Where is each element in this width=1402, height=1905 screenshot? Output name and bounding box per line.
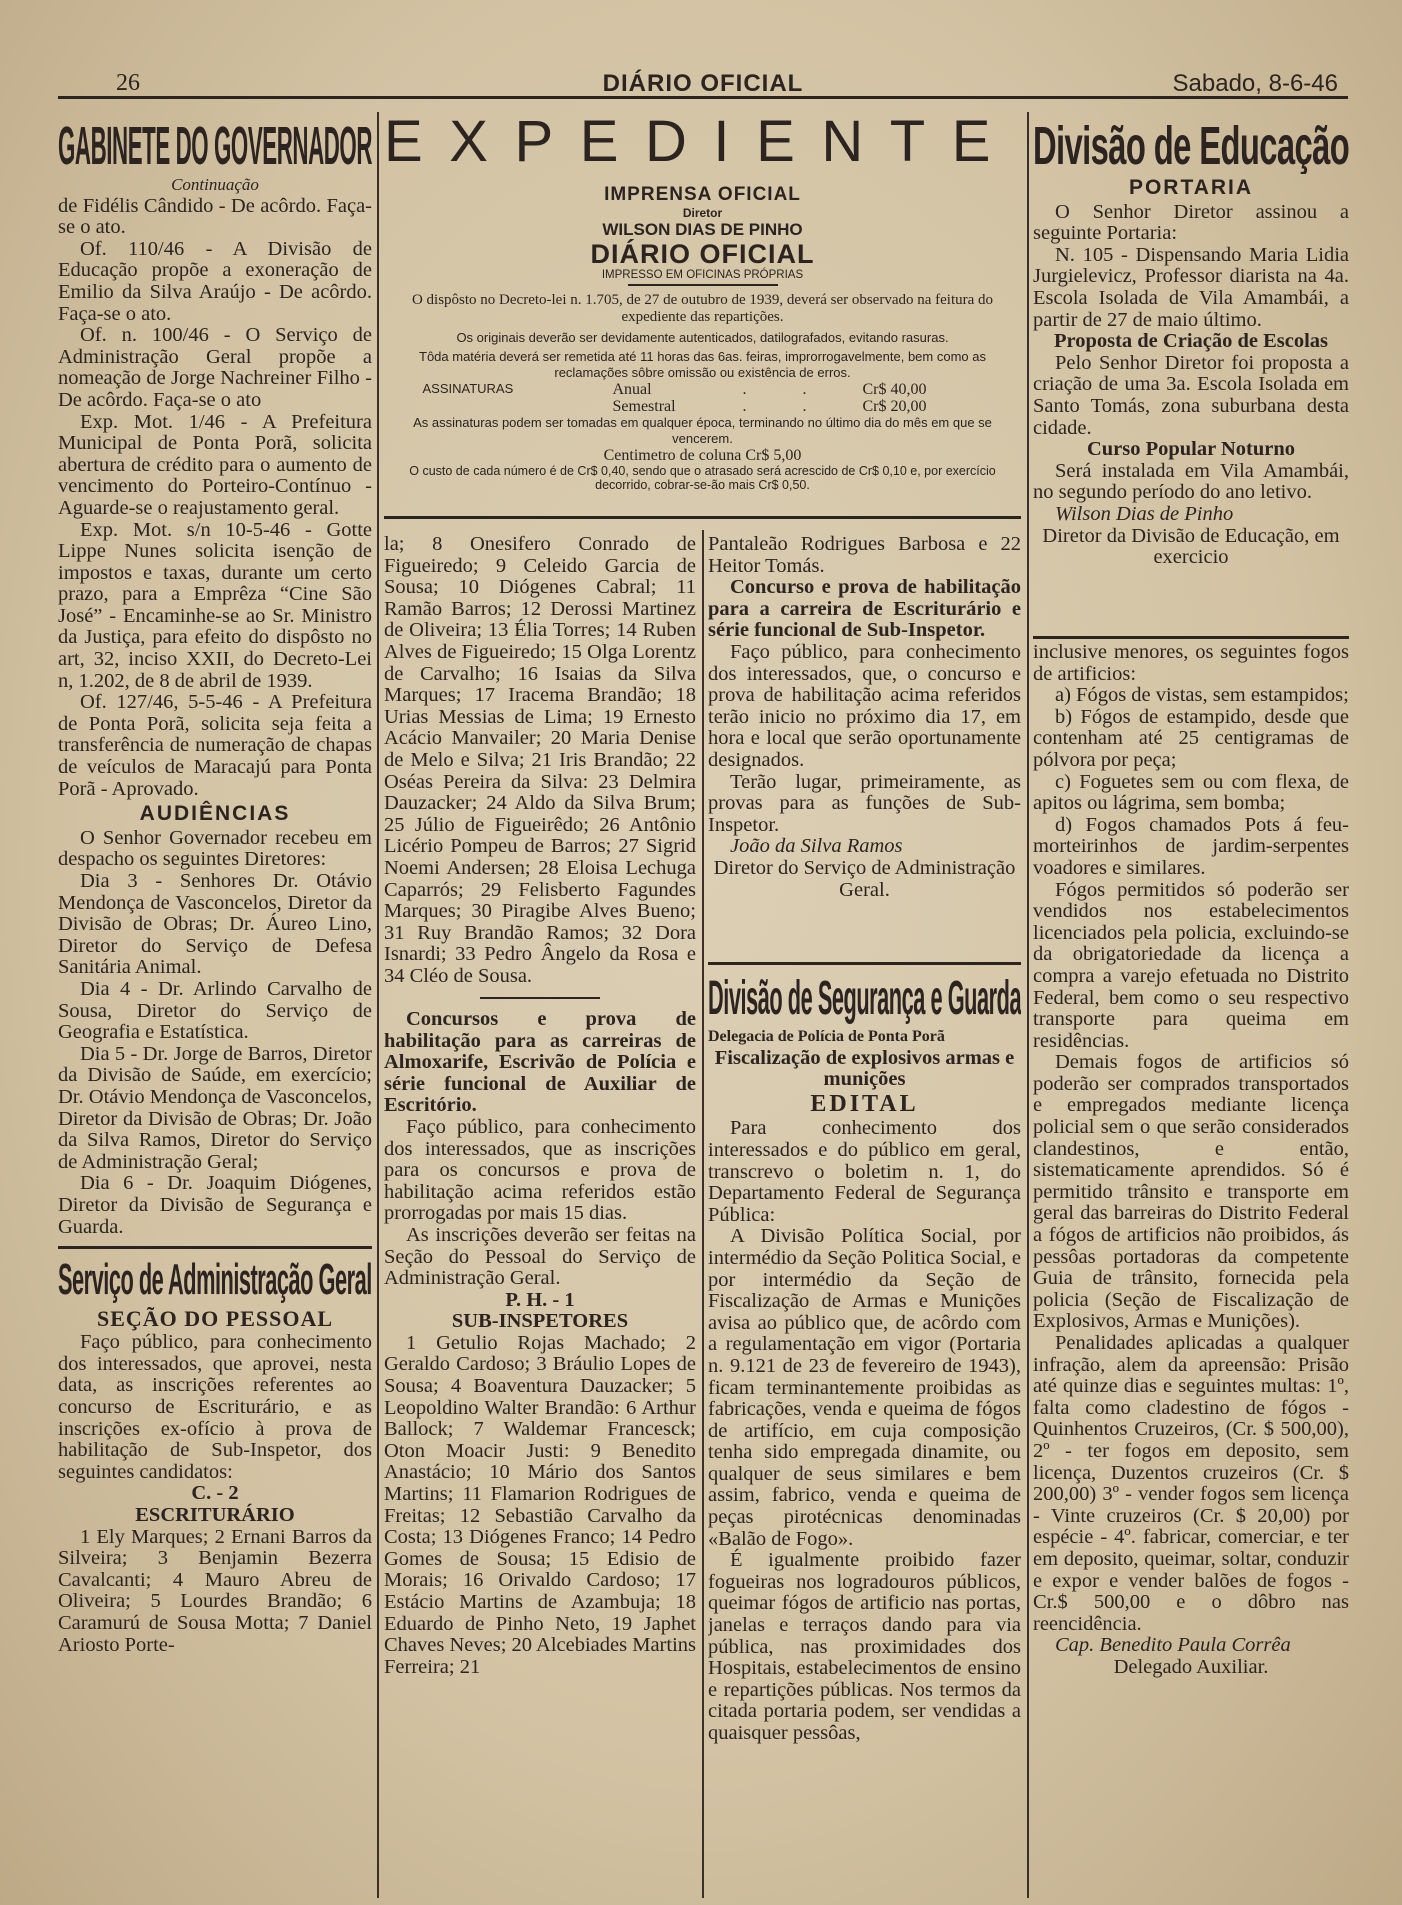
curso-heading: Curso Popular Noturno [1086,438,1296,461]
subinspetores-heading: SUB-INSPETORES [451,1310,629,1333]
signature: Cap. Benedito Paula Corrêa [1055,1634,1291,1657]
escriturario-heading: ESCRITURÁRIO [135,1503,295,1526]
paragraph: O Senhor Governador recebeu em despacho os seguintes Diretores: [58,826,372,871]
proposta-heading: Proposta de Criação de Escolas [1053,330,1329,353]
paragraph: O Senhor Diretor assinou a seguinte Portaria: [1033,200,1349,245]
column-4-bottom [1033,642,1349,1898]
paragraph: Dia 4 - Dr. Arlindo Carvalho de Sousa, Diretor do Serviço de Geografia e Estatística. [58,977,372,1044]
signature: João da Silva Ramos [730,835,903,858]
paragraph: Penalidades aplicadas a qualquer infração, alem da apreensão: Prisão até quinze dias e seguintes multas: 1º, falta como cladestino de fógos - Quinhentos Cruzeiros, (Cr. $ 500,00), 2º - ter fogos em deposito, sem licença, Duzentos cruzeiros (Cr. $ 200,00) 3º - vender fogos sem licença - Vinte cruzeiros (Cr. $ 20,00) por espécie - 4º. fabricar, comerciar, e ter em deposito, queimar, soltar, conduzir e expor e vender balões de fogos - Cr.$ 500,00 e o dôbro nas reencidência. [1033,1332,1349,1635]
paragraph: N. 105 - Dispensando Maria Lidia Jurgielevicz, Professor diarista na 4a. Escola Isolada de Vila Amambái, a partir de 27 de maio último. [1033,243,1349,331]
column-3-top [708,534,1021,959]
sub-period: Anual [612,380,652,398]
paper-name: DIÁRIO OFICIAL [590,239,815,269]
column-divider [1027,112,1029,1898]
paragraph: Terão lugar, primeiramente, as provas para as funções de Sub-Inspetor. [708,770,1021,836]
page-number: 26 [116,70,140,96]
sub-price: Cr$ 20,00 [862,397,927,415]
notice-cost: O custo de cada número é de Cr$ 0,40, sendo que o atrasado será acrescido de Cr$ 0,10 e, por exercício decorrido, cobrar-se-ão mais Cr$ 0,50. [409,463,996,492]
section-title-seguranca: Divisão de Segurança e Guarda [708,972,1021,1025]
column-price: Centimetro de coluna Cr$ 5,00 [603,446,802,464]
paragraph: Faço público, para conhecimento dos interessados, que, o concurso e prova de habilitação acima referidos terão inicio no próximo dia 17, em hora e local que serão oportunamente designados. [708,640,1021,771]
notice-originals: Os originais deverão ser devidamente autenticados, datilografados, evitando rasuras. [456,329,949,345]
section-title-gabinete: GABINETE DO GOVERNADOR [58,118,372,174]
paragraph: c) Foguetes sem ou com flexa, de apitos ou lágrima, sem bomba; [1033,770,1349,815]
paragraph: Será instalada em Vila Amambái, no segundo período do ano letivo. [1033,459,1349,504]
paragraph: Para conhecimento dos interessados e do público em geral, transcrevo o boletim n. 1, do Departamento Federal de Segurança Pública: [708,1117,1021,1226]
audiencias-heading: AUDIÊNCIAS [139,802,291,826]
director-name: WILSON DIAS DE PINHO [602,220,803,239]
expediente-title: EXPEDIENTE [384,112,1017,172]
paragraph: Faço público, para conhecimento dos interessados, que aprovei, nesta data, as inscrições referentes ao concurso de Escriturário, e as inscrições ex-ofício à prova de habilitação de Sub-Inspetor, dos seguintes candidatos: [58,1331,372,1483]
paragraph: Dia 3 - Senhores Dr. Otávio Mendonça de Vasconcelos, Diretor da Divisão de Obras; Dr. Áureo Lino, Diretor do Serviço de Defesa Sanitária Animal. [58,870,372,979]
paragraph: Faço público, para conhecimento dos interessados, que as inscrições para os concursos e prova de habilitação acima referidos estão prorrogadas por mais 15 dias. [384,1115,696,1225]
director-label: Diretor [682,206,723,220]
printed-note: IMPRESSO EM OFICINAS PRÓPRIAS [601,269,804,281]
newspaper-title: DIÁRIO OFICIAL [602,70,804,97]
candidate-list: 1 Getulio Rojas Machado; 2 Geraldo Cardoso; 3 Bráulio Lopes de Sousa; 4 Boaventura Dauzacker; 5 Leopoldino Walter Brandão: 6 Arthur Ballock; 7 Waldemar Francesck; Oton Moacir Justi: 9 Benedito Anastácio; 10 Mário dos Santos Martins; 11 Flamarion Rodrigues de Freitas; 12 Sebastião Carvalho da Costa; 13 Diógenes Franco; 14 Pedro Gomes de Sousa; 15 Edisio de Morais; 16 Orivaldo Cardoso; 17 Estácio Martins de Azambuja; 18 Eduardo de Pinho Neto, 19 Japhet Chaves Neves; 20 Alcebiades Martins Ferreira; 21 [384,1331,696,1678]
paragraph: a) Fógos de vistas, sem estampidos; [1055,684,1349,707]
section-title-sag: Serviço de Administração Geral [58,1254,372,1304]
paragraph: A Divisão Política Social, por intermédio da Seção Politica Social, e por intermédio da Seção de Fiscalização de Armas e Munições avisa ao público que, de acôrdo com a regulamentação em vigor (Portaria n. 9.121 de 23 de fevereiro de 1943), ficam terminantemente proibidas as fabricações, venda e queima de fógos de artifício, em cuja composição tenha sido empregada dinamite, ou qualquer de seus similares e bem assim, fabrico, venda e queima de peças pirotécnicas denominadas «Balão de Fogo». [708,1225,1021,1550]
paragraph: Of. 127/46, 5-5-46 - A Prefeitura de Ponta Porã, solicita seja feita a transferência de numeração de chapas de veículos de Maracajú para Ponta Porã - Aprovado. [58,691,372,800]
paragraph: Of. n. 100/46 - O Serviço de Administração Geral propõe a nomeação de Jorge Nachreiner Filho - De acôrdo. Faça-se o ato [58,324,372,411]
ph-label: P. H. - 1 [505,1288,575,1311]
section-rule [58,1246,372,1249]
column-3-bottom [708,972,1021,1898]
signer-role: Diretor da Divisão de Educação, em exercicio [1042,524,1340,569]
concurso-heading: Concurso e prova de habilitação para a carreira de Escriturário e série funcional de Sub-Inspetor. [708,576,1021,642]
concursos-heading: Concursos e prova de habilitação para as carreiras de Almoxarife, Escrivão de Polícia e série funcional de Auxiliar de Escritório. [384,1007,696,1117]
edital-heading: EDITAL [810,1090,919,1117]
paragraph: As inscrições deverão ser feitas na Seção do Pessoal do Serviço de Administração Geral. [384,1223,696,1290]
paragraph: d) Fogos chamados Pots á feu-morteirinhos de jardim-serpentes voadores e similares. [1033,813,1349,879]
signer-role: Diretor do Serviço de Administração Geral. [713,856,1016,901]
subscriptions [384,381,1021,415]
leader-dot: . [802,397,807,415]
leader-dot: . [742,380,747,398]
paragraph: Demais fogos de artificios só poderão ser comprados transportados e empregados mediante licença policial sem o que serão considerados clandestinos, e então, sistematicamente aprendidos. Só é permitido trânsito e transporte em geral das barreiras do Distrito Federal a fógos de artificios não proibidos, ás pessôas portadoras da competente Guia de trânsito, fornecida pela policia (Seção de Fiscalização de Explosivos, Armas e Munições). [1033,1051,1349,1333]
candidate-list: Pantaleão Rodrigues Barbosa e 22 Heitor Tomás. [708,534,1021,577]
paragraph: Fógos permitidos só poderão ser vendidos nos estabelecimentos licenciados pela policia, excluindo-se da obrigatoriedade da licença a compra a varejo efetuada no Distrito Federal, bem como o seu respectivo transporte para queima em residências. [1033,878,1349,1052]
paragraph: É igualmente proibido fazer fogueiras nos logradouros públicos, queimar fógos de artificio nas portas, janelas e terraços dando para via pública, nas proximidades dos Hospitais, estabelecimentos de ensino e repartições públicas. Nos termos da citada portaria podem, ser vendidas a quaisquer pessôas, [708,1549,1021,1744]
paragraph: b) Fógos de estampido, desde que contenham até 25 centigramas de pólvora por peça; [1033,705,1349,771]
portaria-heading: PORTARIA [1128,176,1254,199]
signature: Wilson Dias de Pinho [1055,502,1234,525]
column-divider [702,530,704,1898]
delegacia-heading: Delegacia de Polícia de Ponta Porã [708,1028,945,1045]
notice-decree: O dispôsto no Decreto-lei n. 1.705, de 27 de outubro de 1939, deverá ser observado na feitura do expediente das repartições. [411,291,994,325]
signer-role: Delegado Auxiliar. [1113,1655,1269,1678]
leader-dot: . [802,380,807,398]
subscriptions-label: ASSINATURAS [422,380,514,396]
paragraph: Exp. Mot. 1/46 - A Prefeitura Municipal de Ponta Porã, solicita abertura de crédito para o aumento de vencimento do Porteiro-Contínuo - Aguarde-se o reajustamento geral. [58,410,372,519]
sub-price: Cr$ 40,00 [862,380,927,398]
column-4-top [1033,118,1349,633]
section-rule [1033,636,1349,639]
paragraph: Of. 110/46 - A Divisão de Educação propõe a exoneração de Emilio da Silva Araújo - De acôrdo. Faça-se o ato. [58,237,372,325]
page-header [58,70,1348,99]
c2-label: C. - 2 [191,1482,239,1505]
notice-subscriptions: As assinaturas podem ser tomadas em qualquer época, terminando no último dia do mês em que se vencerem. [413,414,992,446]
column-divider [377,112,379,1898]
paragraph: Exp. Mot. s/n 10-5-46 - Gotte Lippe Nunes solicita isenção de impostos e taxas, durante um certo prazo, para a Emprêza “Cine São José” - Encaminhe-se ao Sr. Ministro da Justiça, para efeito do dispôsto no art, 32, inciso XXII, do Decreto-Lei n, 1.202, de 8 de abril de 1939. [58,518,372,692]
divider [628,284,778,286]
candidate-list: la; 8 Onesifero Conrado de Figueiredo; 9 Celeido Garcia de Sousa; 10 Diógenes Cabral; 11 Ramão Barros; 12 Derossi Martinez de Oliveira; 13 Élia Torres; 14 Ruben Alves de Figueiredo; 15 Olga Lorentz de Carvalho; 16 Isaias da Silva Marques; 17 Iracema Brandão; 18 Urias Messias de Lima; 19 Ernesto Acácio Manvailer; 20 Maria Denise de Melo e Silva; 21 Iris Brandão; 22 Oséas Pereira da Silva: 23 Delmira Dauzacker; 24 Aldo da Silva Brum; 25 Júlio de Figueirêdo; 26 Antônio Licério Pompeu de Barros; 27 Sigrid Noemi Andersen; 28 Eloisa Lechuga Caparrós; 29 Felisberto Fagundes Marques; 30 Piragibe Alves Bueno; 31 Ruy Brandão Ramos; 32 Dora Isnardi; 33 Pedro Ângelo da Rosa e 34 Cléo de Sousa. [384,534,696,987]
paragraph: inclusive menores, os seguintes fogos de artificios: [1033,642,1349,685]
section-rule [708,962,1021,965]
press-name: IMPRENSA OFICIAL [604,184,801,205]
divider [480,997,600,999]
leader-dot: . [742,397,747,415]
notice-deadline: Tôda matéria deverá ser remetida até 11 horas das 6as. feiras, improrrogavelmente, bem como as reclamações sôbre omissão ou existência de erros. [419,348,986,380]
paragraph: Pelo Senhor Diretor foi proposta a criação de uma 3a. Escola Isolada em Santo Tomás, zona suburbana desta cidade. [1033,351,1349,439]
expediente-rule [384,516,1021,519]
sub-period: Semestral [612,397,676,415]
paragraph: Dia 5 - Dr. Jorge de Barros, Diretor da Divisão de Saúde, em exercício; Dr. Otávio Mendonça de Vasconcelos, Diretor da Divisão de Obras; Dr. João da Silva Ramos, Diretor do Serviço de Administração Geral; [58,1042,372,1173]
expediente-box [384,112,1021,507]
secao-heading: SEÇÃO DO PESSOAL [96,1305,334,1331]
paragraph: Dia 6 - Dr. Joaquim Diógenes, Diretor da Divisão de Segurança e Guarda. [58,1172,372,1238]
column-1 [58,118,372,1898]
section-title-educacao: Divisão de Educação [1033,118,1349,174]
column-2 [384,534,696,1898]
paragraph: de Fidélis Cândido - De acôrdo. Faça-se o ato. [58,194,372,239]
fiscalizacao-heading: Fiscalização de explosivos armas e munições [714,1046,1015,1091]
continued-label: Continuação [171,175,259,194]
issue-date: Sabado, 8-6-46 [1172,70,1338,97]
candidate-list: 1 Ely Marques; 2 Ernani Barros da Silveira; 3 Benjamin Bezerra Cavalcanti; 4 Mauro Abreu de Oliveira; 5 Lourdes Brandão; 6 Caramurú de Sousa Motta; 7 Daniel Ariosto Porte- [58,1525,372,1656]
